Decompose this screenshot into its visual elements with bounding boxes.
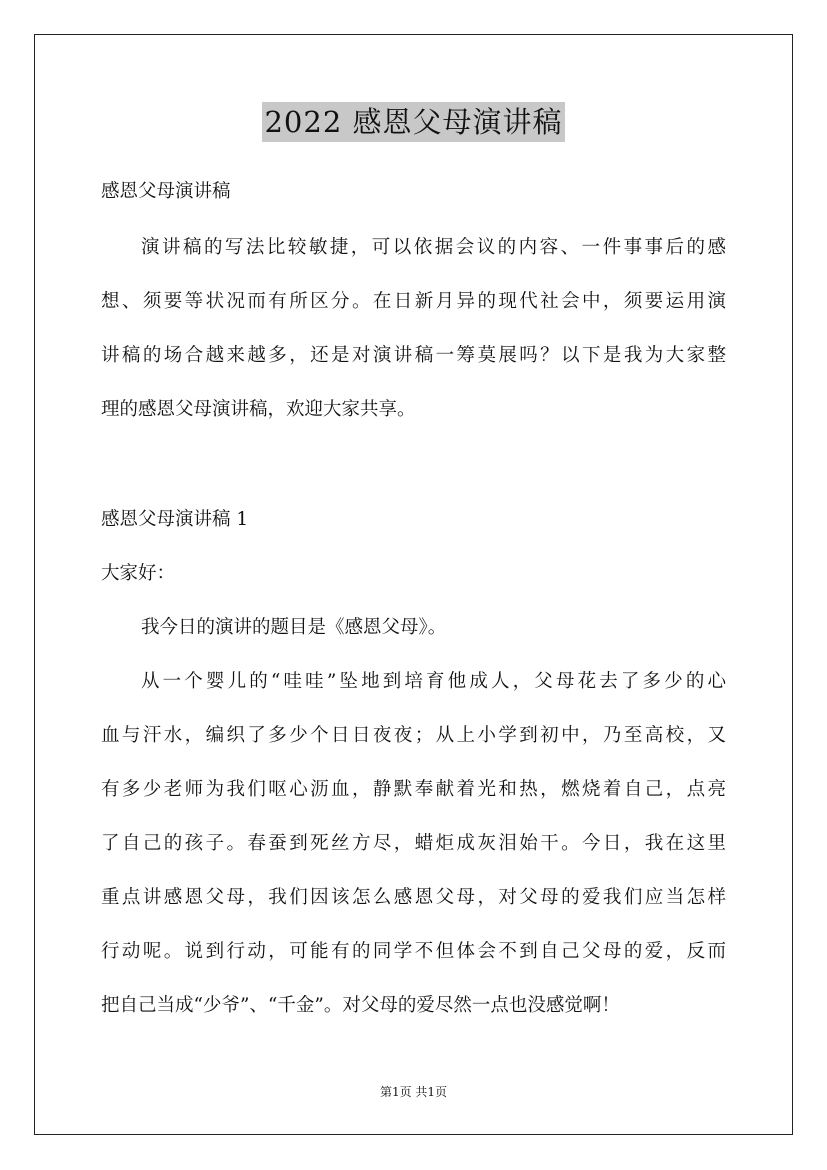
intro-line-2: 想、须要等状况而有所区分。在日新月异的现代社会中，须要运用演 <box>101 291 726 312</box>
page-number-footer: 第1页 共1页 <box>379 1085 448 1099</box>
intro-line-4: 理的感恩父母演讲稿，欢迎大家共享。 <box>101 399 416 420</box>
greeting: 大家好： <box>101 563 176 584</box>
subtitle: 感恩父母演讲稿 <box>101 181 231 202</box>
body-line-1: 从一个婴儿的“哇哇”坠地到培育他成人，父母花去了多少的心 <box>141 671 726 692</box>
body-line-3: 有多少老师为我们呕心沥血，静默奉献着光和热，燃烧着自己，点亮 <box>101 779 726 800</box>
body-line-6: 行动呢。说到行动，可能有的同学不但体会不到自己父母的爱，反而 <box>101 941 726 962</box>
topic-line: 我今日的演讲的题目是《感恩父母》。 <box>141 617 447 638</box>
body-line-7: 把自己当成“少爷”、“千金”。对父母的爱尽然一点也没感觉啊！ <box>101 995 620 1016</box>
intro-line-1: 演讲稿的写法比较敏捷，可以依据会议的内容、一件事事后的感 <box>141 237 726 258</box>
document-title: 2022 感恩父母演讲稿 <box>262 102 564 142</box>
section-heading: 感恩父母演讲稿 1 <box>101 509 249 530</box>
body-line-5: 重点讲感恩父母，我们因该怎么感恩父母，对父母的爱我们应当怎样 <box>101 887 726 908</box>
body-line-2: 血与汗水，编织了多少个日日夜夜；从上小学到初中，乃至高校，又 <box>101 725 726 746</box>
intro-line-3: 讲稿的场合越来越多，还是对演讲稿一筹莫展吗？以下是我为大家整 <box>101 345 726 366</box>
body-line-4: 了自己的孩子。春蚕到死丝方尽，蜡炬成灰泪始干。今日，我在这里 <box>101 833 726 854</box>
title-container <box>0 102 827 142</box>
